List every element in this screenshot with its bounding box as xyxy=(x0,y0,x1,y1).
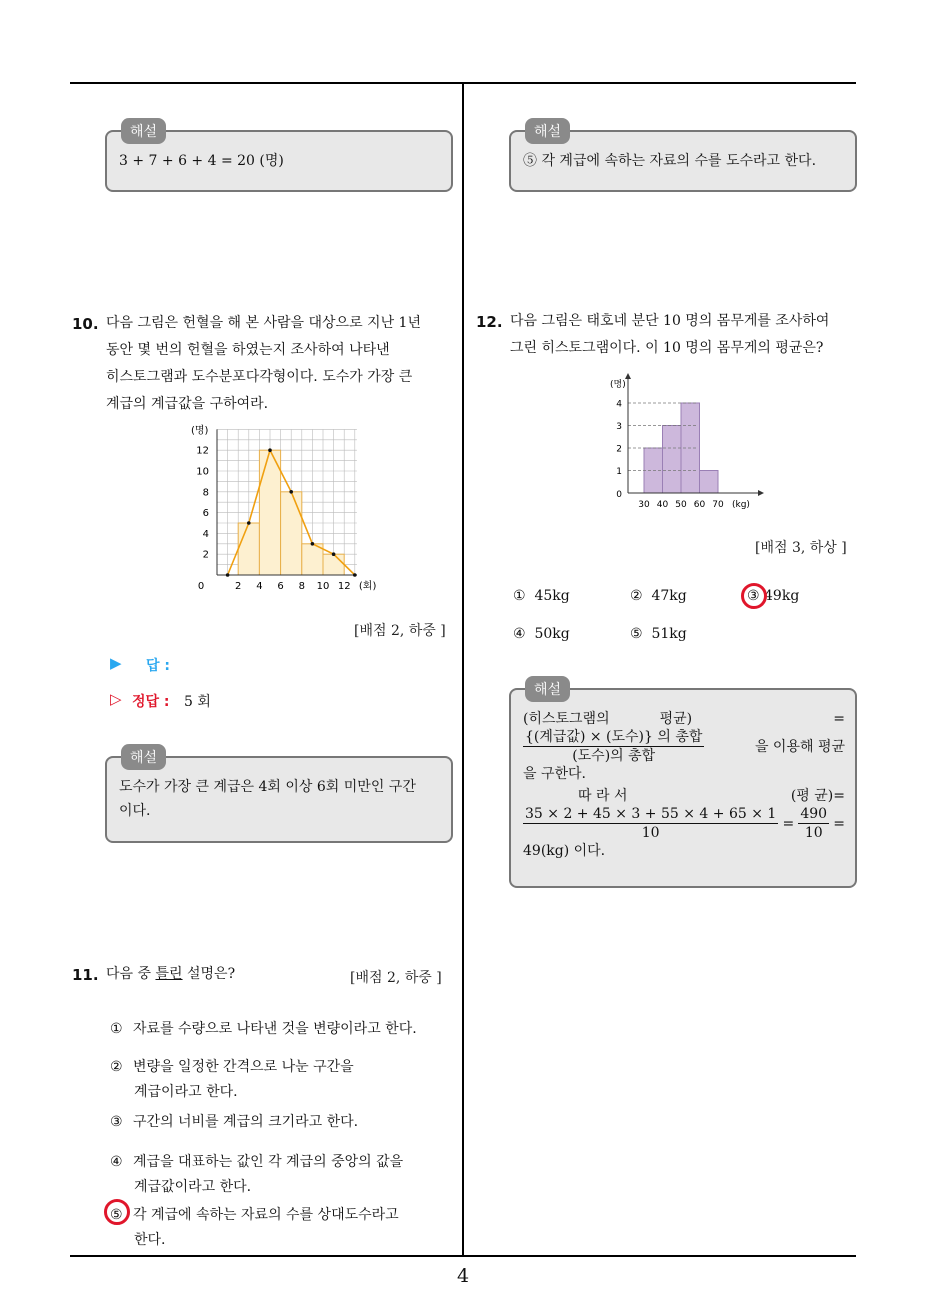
question-text-pre: 다음 중 xyxy=(106,966,156,982)
choice-mark: ③ xyxy=(747,588,760,604)
solution-fragment: (평 균)= xyxy=(790,788,845,804)
polygon-point xyxy=(268,448,272,452)
choice-text: 45kg xyxy=(534,588,570,604)
x-tick-label: 0 xyxy=(197,581,205,592)
question-line: 히스토그램과 도수분포다각형이다. 도수가 가장 큰 xyxy=(106,369,413,385)
equals-sign: = xyxy=(833,711,845,727)
histogram-bar xyxy=(302,544,323,575)
choice-mark: ③ xyxy=(110,1114,123,1130)
polygon-point xyxy=(226,573,230,577)
underlined-word: 틀린 xyxy=(155,966,183,982)
choice-text: 계급이라고 한다. xyxy=(134,1084,238,1100)
choice-mark: ① xyxy=(513,588,526,604)
y-tick-label: 2 xyxy=(616,444,622,455)
y-tick-label: 3 xyxy=(616,422,622,432)
fraction-denominator: 10 xyxy=(804,825,823,841)
polygon-point xyxy=(332,552,336,556)
choice-text: 변량을 일정한 간격으로 나눈 구간을 xyxy=(133,1059,354,1075)
choice-1[interactable] xyxy=(110,1017,417,1041)
x-tick-label: 2 xyxy=(235,581,242,592)
fraction-numerator: {(계급값) × (도수)} 의 총합 xyxy=(525,729,703,745)
y-axis-arrow xyxy=(625,373,631,379)
solution-fragment: (히스토그램의 xyxy=(523,711,610,727)
origin-label: 0 xyxy=(616,490,622,500)
solution-box-q10 xyxy=(105,750,453,843)
y-tick-label: 8 xyxy=(202,487,209,499)
choice-text: 한다. xyxy=(134,1232,166,1248)
x-tick-label: 12 xyxy=(337,581,351,592)
y-tick-label: 10 xyxy=(196,466,209,478)
choice-text: 각 계급에 속하는 자료의 수를 상대도수라고 xyxy=(133,1207,399,1223)
question-line: 다음 그림은 헌혈을 해 본 사람을 대상으로 지난 1년 xyxy=(106,315,421,331)
x-unit-label: (회) xyxy=(358,581,377,592)
column-divider xyxy=(462,82,464,1257)
choice-mark: ② xyxy=(630,588,643,604)
correct-answer-value: 5 회 xyxy=(184,694,211,710)
play-icon: ▶ xyxy=(110,654,122,672)
equals-sign: = xyxy=(833,815,845,832)
solution-line: 을 구한다. xyxy=(523,766,586,782)
solution-tab: 해설 xyxy=(121,118,166,144)
page-number: 4 xyxy=(456,1265,470,1287)
triangle-outline-icon: ▷ xyxy=(110,690,122,708)
x-tick-label: 10 xyxy=(316,581,330,592)
choice-text: 49kg xyxy=(764,588,800,604)
x-tick-label: 50 xyxy=(675,500,687,510)
fraction-numerator: 490 xyxy=(800,806,828,822)
question-line: 다음 그림은 태호네 분단 10 명의 몸무게를 조사하여 xyxy=(510,313,830,329)
polygon-point xyxy=(353,573,357,577)
mean-formula-fraction xyxy=(523,728,704,765)
histogram-bar xyxy=(700,471,719,494)
solution-tab: 해설 xyxy=(121,744,166,770)
choice-mark: ⑤ xyxy=(630,626,643,642)
solution-line: 도수가 가장 큰 계급은 4회 이상 6회 미만인 구간 xyxy=(119,779,416,795)
solution-fragment: 평균) xyxy=(659,711,693,727)
choice-text: 구간의 너비를 계급의 크기라고 한다. xyxy=(133,1114,359,1130)
polygon-point xyxy=(311,542,315,546)
fraction-denominator: 10 xyxy=(641,825,660,841)
solution-box-q12 xyxy=(509,682,857,888)
solution-box-q11-prev xyxy=(509,124,857,192)
x-tick-label: 6 xyxy=(277,581,284,592)
solution-text: ⑤ 각 계급에 속하는 자료의 수를 도수라고 한다. xyxy=(523,153,817,169)
answer-circle-mark xyxy=(741,583,767,609)
question-line: 계급의 계급값을 구하여라. xyxy=(106,396,269,412)
equals-sign: = xyxy=(782,815,795,832)
histogram-bar xyxy=(259,450,280,575)
fraction-numerator: 35 × 2 + 45 × 3 + 55 × 4 + 65 × 1 xyxy=(525,806,777,822)
choice-4[interactable] xyxy=(110,1150,403,1200)
question-line: 동안 몇 번의 헌혈을 하였는지 조사하여 나타낸 xyxy=(106,342,390,358)
choice-4[interactable] xyxy=(513,626,570,642)
y-unit-label: (명) xyxy=(610,380,626,390)
choice-mark: ② xyxy=(110,1059,123,1075)
polygon-point xyxy=(247,521,251,525)
answer-label: 답 : xyxy=(146,658,170,674)
solution-body xyxy=(523,710,845,860)
choice-5[interactable] xyxy=(630,626,687,642)
y-unit-label: (명) xyxy=(191,425,209,437)
y-tick-label: 4 xyxy=(202,528,209,540)
x-tick-label: 4 xyxy=(256,581,263,592)
x-unit-label: (kg) xyxy=(732,500,750,510)
choice-mark: ① xyxy=(110,1021,123,1037)
score-meta: [배점 2, 하중 ] xyxy=(354,623,446,639)
question-10-text xyxy=(106,310,421,418)
choice-text: 자료를 수량으로 나타낸 것을 변량이라고 한다. xyxy=(133,1021,417,1037)
solution-box-q9 xyxy=(105,124,453,192)
x-tick-label: 60 xyxy=(693,500,706,510)
question-text-post: 설명은? xyxy=(182,966,236,982)
score-meta: [배점 3, 하상 ] xyxy=(755,540,847,556)
choice-text: 계급을 대표하는 값인 각 계급의 중앙의 값을 xyxy=(133,1154,404,1170)
solution-line: 49(kg) 이다. xyxy=(523,843,606,859)
x-tick-label: 30 xyxy=(638,500,650,510)
question-number: 11. xyxy=(72,966,99,984)
question-11-text xyxy=(106,961,235,988)
histogram-bar xyxy=(323,554,344,575)
solution-text: 3 + 7 + 6 + 4 = 20 (명) xyxy=(119,153,284,169)
choice-1[interactable] xyxy=(513,588,570,604)
x-tick-label: 40 xyxy=(656,500,669,510)
solution-line: 이다. xyxy=(119,803,151,819)
solution-text xyxy=(119,775,416,823)
y-tick-label: 6 xyxy=(202,508,209,520)
histogram-bar xyxy=(281,492,302,575)
weight-histogram-chart xyxy=(600,373,765,518)
correct-answer-label: 정답 : xyxy=(132,694,170,710)
solution-tab: 해설 xyxy=(525,676,570,702)
question-number: 12. xyxy=(476,313,503,331)
question-12-text xyxy=(510,308,829,362)
choice-text: 계급값이라고 한다. xyxy=(134,1179,252,1195)
y-tick-label: 12 xyxy=(196,445,209,457)
x-tick-label: 8 xyxy=(298,581,305,592)
polygon-point xyxy=(289,490,293,494)
result-fraction xyxy=(798,805,829,842)
sum-fraction xyxy=(523,805,778,842)
bottom-rule xyxy=(70,1255,856,1257)
x-tick-label: 70 xyxy=(712,500,724,510)
answer-circle-mark xyxy=(104,1199,130,1225)
choice-2[interactable] xyxy=(110,1055,354,1105)
solution-tab: 해설 xyxy=(525,118,570,144)
choice-text: 50kg xyxy=(534,626,570,642)
x-axis-arrow xyxy=(758,490,764,496)
choice-mark: ④ xyxy=(513,626,526,642)
question-line: 그린 히스토그램이다. 이 10 명의 몸무게의 평균은? xyxy=(510,340,824,356)
y-tick-label: 4 xyxy=(616,399,622,410)
solution-fragment: 따 라 서 xyxy=(578,788,628,804)
y-tick-label: 1 xyxy=(616,467,622,477)
histogram-bar xyxy=(238,523,259,575)
choice-text: 47kg xyxy=(651,588,687,604)
solution-fragment: 을 이용해 평균 xyxy=(754,738,845,755)
choice-mark: ④ xyxy=(110,1154,123,1170)
choice-text: 51kg xyxy=(651,626,687,642)
choice-mark: ⑤ xyxy=(110,1207,123,1223)
choice-3[interactable] xyxy=(110,1110,358,1134)
histogram-polygon-chart xyxy=(185,420,385,600)
choice-5[interactable] xyxy=(110,1203,399,1253)
question-number: 10. xyxy=(72,315,99,333)
fraction-denominator: (도수)의 총합 xyxy=(572,748,656,764)
score-meta: [배점 2, 하중 ] xyxy=(350,970,442,986)
y-tick-label: 2 xyxy=(202,549,209,561)
choice-2[interactable] xyxy=(630,588,687,604)
histogram-bar xyxy=(663,426,682,494)
